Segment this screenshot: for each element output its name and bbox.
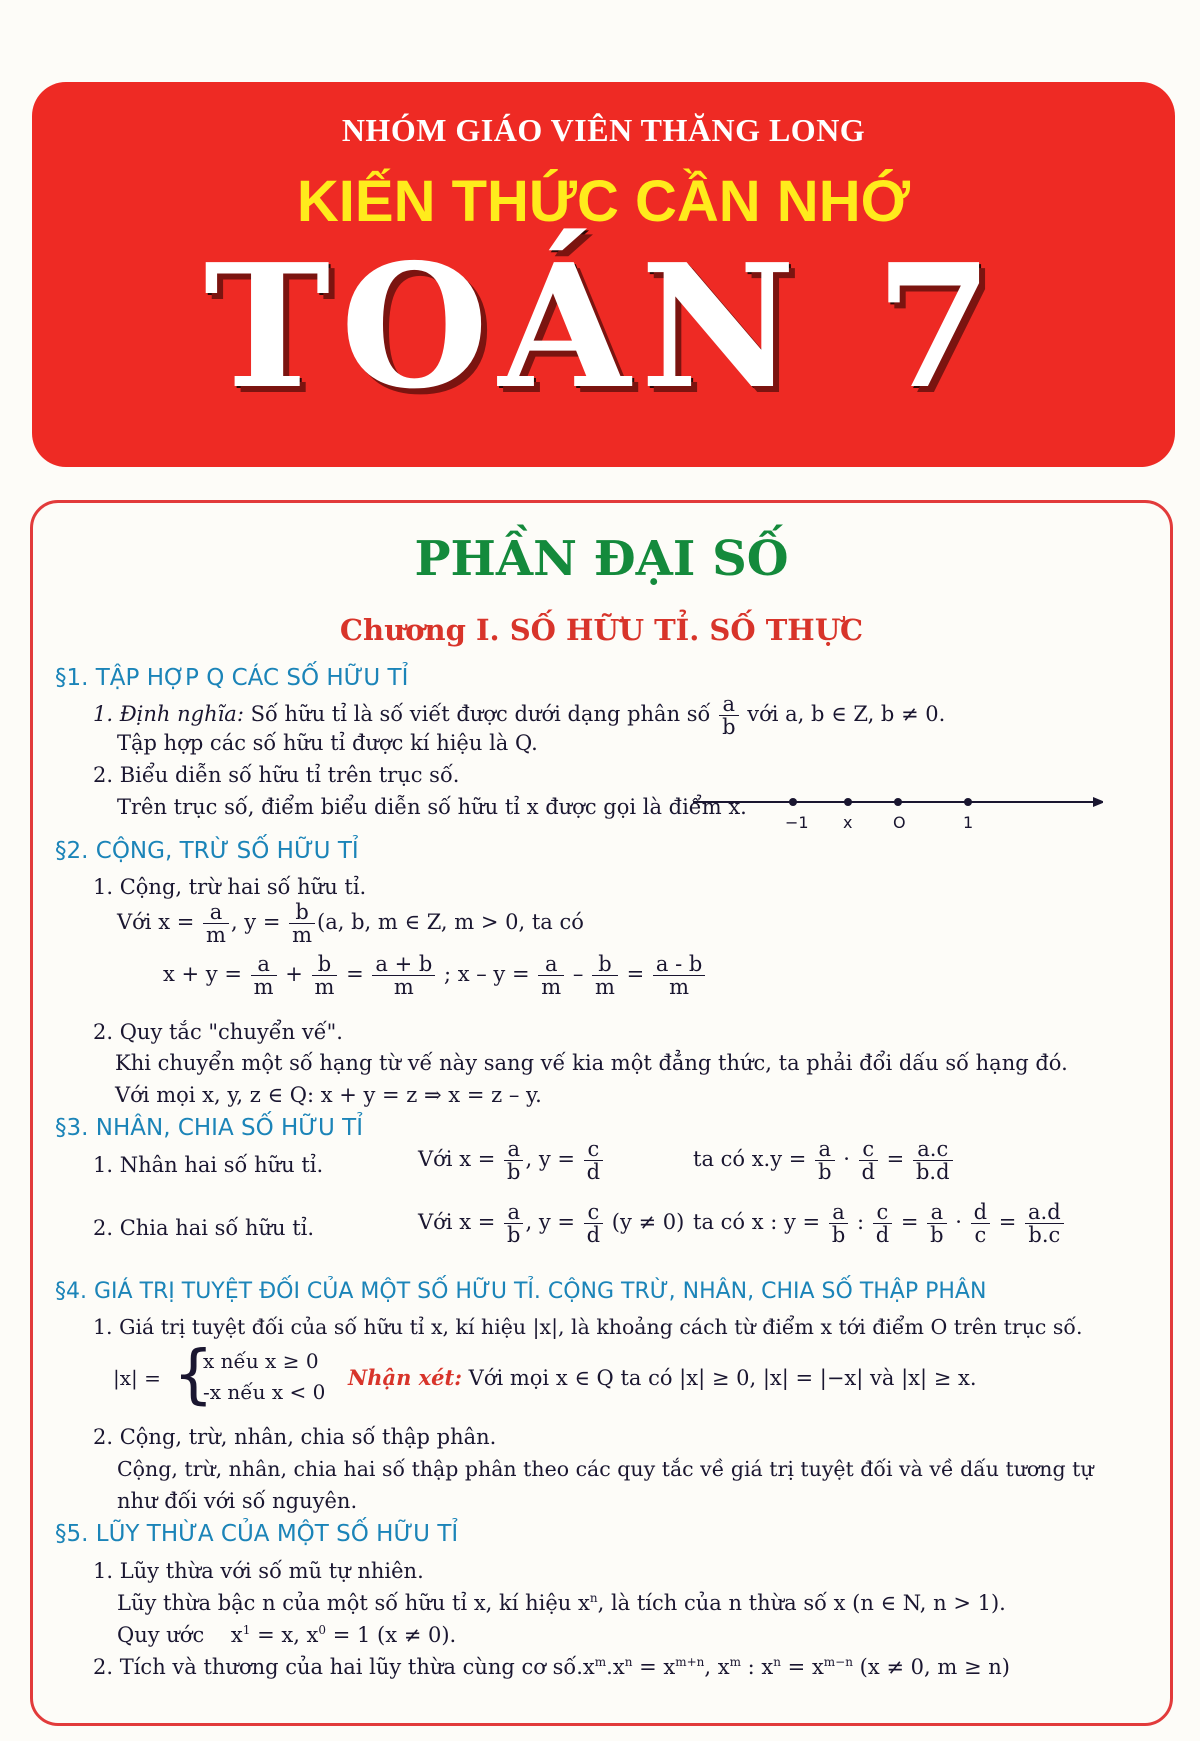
fraction: $\frac{a}{m}$ — [251, 953, 277, 998]
multiply-formula: ta có x.y = $\frac{a}{b}$ · $\frac{c}{d}$ = $\frac{a.c}{b.d}$ — [693, 1138, 955, 1183]
fraction: $\frac{c}{d}$ — [584, 1138, 603, 1183]
fraction: $\frac{a}{b}$ — [927, 1201, 946, 1246]
fraction-b-m: $\frac{b}{m}$ — [289, 901, 315, 946]
abs-case-2: -x nếu x < 0 — [203, 1380, 326, 1404]
fraction: $\frac{a}{m}$ — [538, 953, 564, 998]
power-definition-b: , là tích của n thừa số x (n ∈ N, n > 1). — [597, 1591, 1006, 1615]
s4-item-2: 2. Cộng, trừ, nhân, chia số thập phân. — [93, 1425, 497, 1449]
with-x-label: Với x = — [418, 1147, 496, 1172]
sum-lhs: x + y = — [163, 962, 242, 987]
fraction: $\frac{a.c}{b.d}$ — [913, 1138, 953, 1183]
y-eq-label: , y = — [525, 1210, 575, 1235]
fraction: $\frac{b}{m}$ — [592, 953, 618, 998]
s4-item-2-text-1: Cộng, trừ, nhân, chia hai số thập phân theo các quy tắc về giá trị tuyệt đối và về dấu tương tự — [117, 1457, 1094, 1481]
fraction: $\frac{a}{b}$ — [504, 1201, 523, 1246]
y-eq-label: , y = — [230, 910, 281, 935]
section-1-heading: §1. TẬP HỢP Q CÁC SỐ HỮU TỈ — [55, 665, 409, 691]
s1-item-2-text: Trên trục số, điểm biểu diễn số hữu tỉ x được gọi là điểm x. — [117, 795, 747, 819]
s2-item-2: 2. Quy tắc "chuyển vế". — [93, 1020, 343, 1044]
fraction: $\frac{a.d}{b.c}$ — [1025, 1201, 1064, 1246]
definition-label: 1. Định nghĩa: — [93, 702, 244, 727]
divide-definition — [418, 1201, 684, 1246]
axis-label-x: x — [843, 813, 853, 832]
abs-case-1: x nếu x ≥ 0 — [203, 1349, 319, 1373]
chapter-title: Chương I. SỐ HỮU TỈ. SỐ THỰC — [339, 613, 864, 647]
product-quotient-label: 2. Tích và thương của hai lũy thừa cùng cơ số.x — [93, 1655, 595, 1679]
axis-label-minus1: −1 — [785, 813, 809, 832]
s2-item-1: 1. Cộng, trừ hai số hữu tỉ. — [93, 875, 367, 899]
section-5-heading: §5. LŨY THỪA CỦA MỘT SỐ HỮU TỈ — [55, 1521, 459, 1547]
section-2-heading: §2. CỘNG, TRỪ SỐ HỮU TỈ — [55, 838, 359, 864]
s2-definition-line — [117, 901, 584, 946]
fraction: $\frac{c}{d}$ — [584, 1201, 603, 1246]
set-note: Tập hợp các số hữu tỉ được kí hiệu là Q. — [117, 731, 538, 755]
definition-condition: với a, b ∈ Z, b ≠ 0. — [747, 702, 946, 727]
book-subtitle: KIẾN THỨC CẦN NHỚ — [296, 169, 911, 234]
convention-label: Quy ước — [117, 1623, 205, 1647]
cases-brace: { — [173, 1338, 214, 1412]
power-definition: Lũy thừa bậc n của một số hữu tỉ x, kí hiệu $x^n$, là tích của n thừa số x (n ∈ N, n > 1). — [117, 1591, 1006, 1615]
divide-lhs: ta có x : y = — [693, 1210, 821, 1235]
abs-definition: 1. Giá trị tuyệt đối của số hữu tỉ x, kí hiệu |x|, là khoảng cách từ điểm x tới điểm O trên trục số. — [93, 1315, 1083, 1339]
fraction: $\frac{a}{b}$ — [504, 1138, 523, 1183]
fraction: $\frac{c}{d}$ — [859, 1138, 878, 1183]
product-quotient-condition: (x ≠ 0, m ≥ n) — [859, 1655, 1010, 1679]
transposition-rule: Khi chuyển một số hạng từ vế này sang vế kia một đẳng thức, ta phải đổi dấu số hạng đó. — [115, 1051, 1068, 1075]
fraction: $\frac{a}{b}$ — [815, 1138, 834, 1183]
s3-item-2: 2. Chia hai số hữu tỉ. — [93, 1216, 315, 1240]
fraction: $\frac{a - b}{m}$ — [653, 953, 705, 998]
multiply-lhs: ta có x.y = — [693, 1147, 807, 1172]
fraction-a-b: $\frac{a}{b}$ — [719, 693, 738, 738]
power-definition-a: Lũy thừa bậc n của một số hữu tỉ x, kí hiệu x — [117, 1591, 590, 1615]
power-product-quotient: 2. Tích và thương của hai lũy thừa cùng cơ $số.x^m.x^n = x^{m+n}$, $x^m$ : $x^n = x^{m-n}$ (x ≠ 0, m ≥ n) — [93, 1655, 1010, 1679]
fraction: $\frac{c}{d}$ — [873, 1201, 892, 1246]
cover-banner — [32, 82, 1175, 467]
part-title: PHẦN ĐẠI SỐ — [414, 531, 789, 587]
abs-lhs: |x| = — [113, 1366, 161, 1390]
with-x-label: Với x = — [117, 910, 195, 935]
divide-formula: ta có x : y = $\frac{a}{b}$ : $\frac{c}{d}$ = $\frac{a}{b}$ · $\frac{d}{c}$ = $\frac{a.d}{b.c}$ — [693, 1201, 1066, 1246]
fraction: $\frac{b}{m}$ — [312, 953, 338, 998]
book-title: TOÁN 7 — [203, 227, 1004, 427]
s5-item-1: 1. Lũy thừa với số mũ tự nhiên. — [93, 1559, 424, 1583]
power-convention: Quy ước $x^1 = x$, $x^0 = 1$ (x ≠ 0). — [117, 1623, 457, 1647]
s1-item-2: 2. Biểu diễn số hữu tỉ trên trục số. — [93, 763, 460, 787]
author-group: NHÓM GIÁO VIÊN THĂNG LONG — [341, 112, 866, 148]
s3-item-1: 1. Nhân hai số hữu tỉ. — [93, 1153, 324, 1177]
fraction: $\frac{a + b}{m}$ — [372, 953, 435, 998]
y-nonzero-condition: (y ≠ 0) — [611, 1210, 685, 1235]
fraction: $\frac{a}{b}$ — [829, 1201, 848, 1246]
content-panel — [30, 500, 1173, 1726]
section-4-heading: §4. GIÁ TRỊ TUYỆT ĐỐI CỦA MỘT SỐ HỮU TỈ. CỘNG TRỪ, NHÂN, CHIA SỐ THẬP PHÂN — [55, 1279, 987, 1304]
difference-lhs: ; x – y = — [443, 962, 530, 987]
remark-text: Với mọi x ∈ Q ta có |x| ≥ 0, |x| = |−x| và |x| ≥ x. — [468, 1366, 977, 1390]
sum-difference-formula: x + y = $\frac{a}{m}$ + $\frac{b}{m}$ = $\frac{a + b}{m}$ ; x – y = $\frac{a}{m}$ – $\frac{b}{m}$ = $\frac{a - b}{m}$ — [163, 953, 707, 998]
transposition-formula: Với mọi x, y, z ∈ Q: x + y = z ⇒ x = z – y. — [115, 1083, 542, 1107]
remark-label: Nhận xét: — [348, 1365, 462, 1390]
with-x-label: Với x = — [418, 1210, 496, 1235]
axis-label-1: 1 — [963, 813, 974, 832]
remark-line — [348, 1365, 977, 1390]
section-3-heading: §3. NHÂN, CHIA SỐ HỮU TỈ — [55, 1115, 364, 1141]
definition-text: Số hữu tỉ là số viết được dưới dạng phân số — [250, 702, 711, 727]
multiply-definition — [418, 1138, 605, 1183]
s2-condition: (a, b, m ∈ Z, m > 0, ta có — [317, 910, 584, 935]
axis-label-o: O — [893, 813, 906, 832]
fraction: $\frac{d}{c}$ — [971, 1201, 990, 1246]
y-eq-label: , y = — [525, 1147, 575, 1172]
fraction-a-m: $\frac{a}{m}$ — [203, 901, 229, 946]
s4-item-2-text-2: như đối với số nguyên. — [117, 1489, 358, 1513]
